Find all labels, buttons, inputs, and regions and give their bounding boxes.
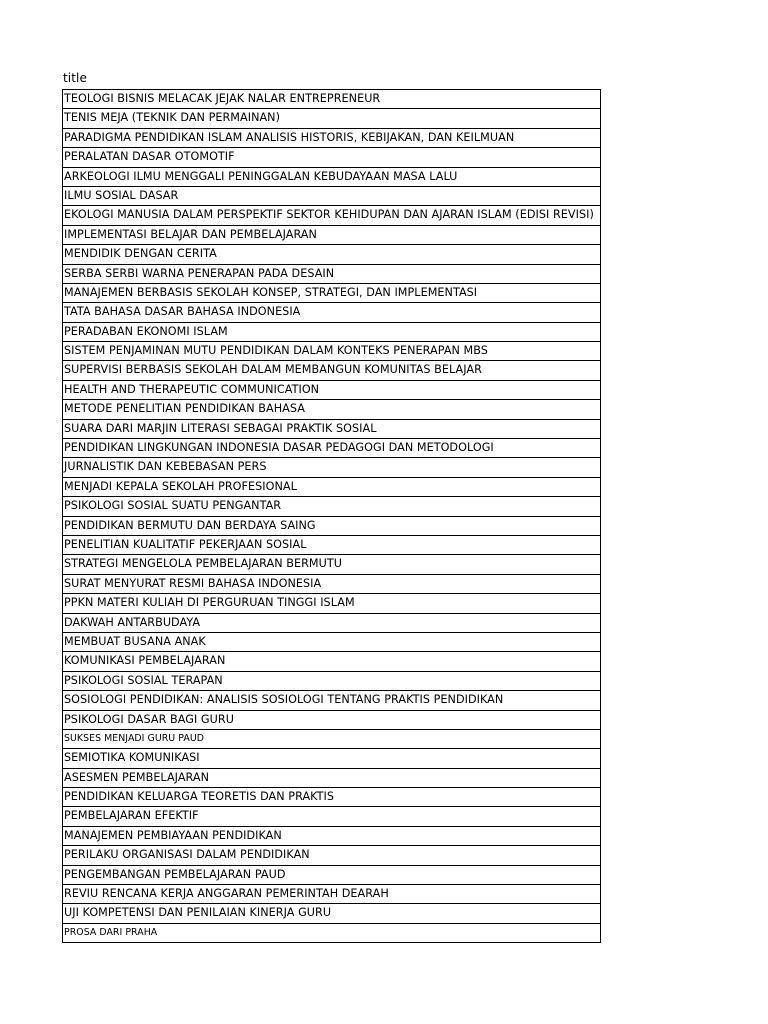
table-row <box>63 187 600 206</box>
title-cell: IMPLEMENTASI BELAJAR DAN PEMBELAJARAN <box>64 227 317 241</box>
table-row <box>63 769 600 788</box>
table-row <box>63 168 600 187</box>
table-row <box>63 381 600 400</box>
table-row <box>63 458 600 477</box>
title-cell: MANAJEMEN BERBASIS SEKOLAH KONSEP, STRATEGI, DAN IMPLEMENTASI <box>64 285 478 299</box>
title-cell: METODE PENELITIAN PENDIDIKAN BAHASA <box>64 402 305 416</box>
title-cell: PERILAKU ORGANISASI DALAM PENDIDIKAN <box>64 848 310 862</box>
title-cell: PROSA DARI PRAHA <box>64 926 158 938</box>
title-cell: ARKEOLOGI ILMU MENGGALI PENINGGALAN KEBUDAYAAN MASA LALU <box>64 169 458 183</box>
title-cell: KOMUNIKASI PEMBELAJARAN <box>64 654 226 668</box>
title-cell: MENJADI KEPALA SEKOLAH PROFESIONAL <box>64 479 297 493</box>
table-row <box>63 652 600 671</box>
table-row <box>63 575 600 594</box>
table-row <box>63 361 600 380</box>
title-cell: ILMU SOSIAL DASAR <box>64 188 179 202</box>
title-cell: SERBA SERBI WARNA PENERAPAN PADA DESAIN <box>64 266 335 280</box>
table-row <box>63 730 600 749</box>
title-cell: SISTEM PENJAMINAN MUTU PENDIDIKAN DALAM KONTEKS PENERAPAN MBS <box>64 344 488 358</box>
table-row <box>63 400 600 419</box>
table-row <box>63 788 600 807</box>
table-row <box>63 827 600 846</box>
title-cell: SOSIOLOGI PENDIDIKAN: ANALISIS SOSIOLOGI TENTANG PRAKTIS PENDIDIKAN <box>64 693 504 707</box>
title-cell: SUARA DARI MARJIN LITERASI SEBAGAI PRAKTIK SOSIAL <box>64 421 377 435</box>
table-row <box>63 536 600 555</box>
title-cell: PENGEMBANGAN PEMBELAJARAN PAUD <box>64 867 286 881</box>
title-cell: PERADABAN EKONOMI ISLAM <box>64 324 228 338</box>
table-row <box>63 517 600 536</box>
title-cell: PENDIDIKAN BERMUTU DAN BERDAYA SAING <box>64 518 316 532</box>
table-row <box>63 749 600 768</box>
table-row <box>63 614 600 633</box>
column-header-title: title <box>63 71 87 85</box>
table-row <box>63 846 600 865</box>
title-cell: SURAT MENYURAT RESMI BAHASA INDONESIA <box>64 576 322 590</box>
title-cell: PENDIDIKAN LINGKUNGAN INDONESIA DASAR PEDAGOGI DAN METODOLOGI <box>64 441 494 455</box>
title-cell: UJI KOMPETENSI DAN PENILAIAN KINERJA GURU <box>64 906 332 920</box>
table-row <box>63 497 600 516</box>
title-cell: PSIKOLOGI DASAR BAGI GURU <box>64 712 234 726</box>
table-row <box>63 303 600 322</box>
title-cell: PENDIDIKAN KELUARGA TEORETIS DAN PRAKTIS <box>64 790 335 804</box>
table-row <box>63 245 600 264</box>
title-cell: DAKWAH ANTARBUDAYA <box>64 615 201 629</box>
title-cell: EKOLOGI MANUSIA DALAM PERSPEKTIF SEKTOR KEHIDUPAN DAN AJARAN ISLAM (EDISI REVISI) <box>64 208 594 222</box>
table-row <box>63 226 600 245</box>
table-row <box>63 924 600 943</box>
table-row <box>63 672 600 691</box>
title-cell: PARADIGMA PENDIDIKAN ISLAM ANALISIS HISTORIS, KEBIJAKAN, DAN KEILMUAN <box>64 130 515 144</box>
title-cell: TEOLOGI BISNIS MELACAK JEJAK NALAR ENTREPRENEUR <box>64 92 381 105</box>
table-row <box>63 478 600 497</box>
table-row <box>63 439 600 458</box>
title-cell: HEALTH AND THERAPEUTIC COMMUNICATION <box>64 382 320 396</box>
title-cell: PSIKOLOGI SOSIAL SUATU PENGANTAR <box>64 499 282 513</box>
title-cell: SUPERVISI BERBASIS SEKOLAH DALAM MEMBANGUN KOMUNITAS BELAJAR <box>64 363 482 377</box>
table-row <box>63 284 600 303</box>
title-cell: TATA BAHASA DASAR BAHASA INDONESIA <box>64 305 301 319</box>
title-table <box>62 89 601 943</box>
title-cell: JURNALISTIK DAN KEBEBASAN PERS <box>64 460 267 474</box>
table-row <box>63 633 600 652</box>
title-cell: PPKN MATERI KULIAH DI PERGURUAN TINGGI ISLAM <box>64 596 355 610</box>
table-row <box>63 323 600 342</box>
table-row <box>63 148 600 167</box>
table-row <box>63 594 600 613</box>
title-cell: REVIU RENCANA KERJA ANGGARAN PEMERINTAH DEARAH <box>64 887 389 901</box>
title-cell: SEMIOTIKA KOMUNIKASI <box>64 751 200 765</box>
table-row <box>63 866 600 885</box>
table-row <box>63 807 600 826</box>
table-row <box>63 90 600 109</box>
title-cell: TENIS MEJA (TEKNIK DAN PERMAINAN) <box>64 111 281 125</box>
title-cell: MEMBUAT BUSANA ANAK <box>64 634 206 648</box>
title-cell: MANAJEMEN PEMBIAYAAN PENDIDIKAN <box>64 828 282 842</box>
table-row <box>63 109 600 128</box>
table-row <box>63 265 600 284</box>
table-row <box>63 691 600 710</box>
table-row <box>63 420 600 439</box>
table-row <box>63 206 600 225</box>
title-cell: PEMBELAJARAN EFEKTIF <box>64 809 199 823</box>
table-row <box>63 885 600 904</box>
title-cell: PENELITIAN KUALITATIF PEKERJAAN SOSIAL <box>64 537 307 551</box>
title-cell: PERALATAN DASAR OTOMOTIF <box>64 150 235 164</box>
title-cell: STRATEGI MENGELOLA PEMBELAJARAN BERMUTU <box>64 557 342 571</box>
table-row <box>63 342 600 361</box>
table-row <box>63 904 600 923</box>
table-row <box>63 129 600 148</box>
title-cell: SUKSES MENJADI GURU PAUD <box>64 732 204 744</box>
table-row <box>63 555 600 574</box>
title-cell: MENDIDIK DENGAN CERITA <box>64 247 217 261</box>
table-row <box>63 711 600 730</box>
title-cell: PSIKOLOGI SOSIAL TERAPAN <box>64 673 223 687</box>
title-cell: ASESMEN PEMBELAJARAN <box>64 770 210 784</box>
